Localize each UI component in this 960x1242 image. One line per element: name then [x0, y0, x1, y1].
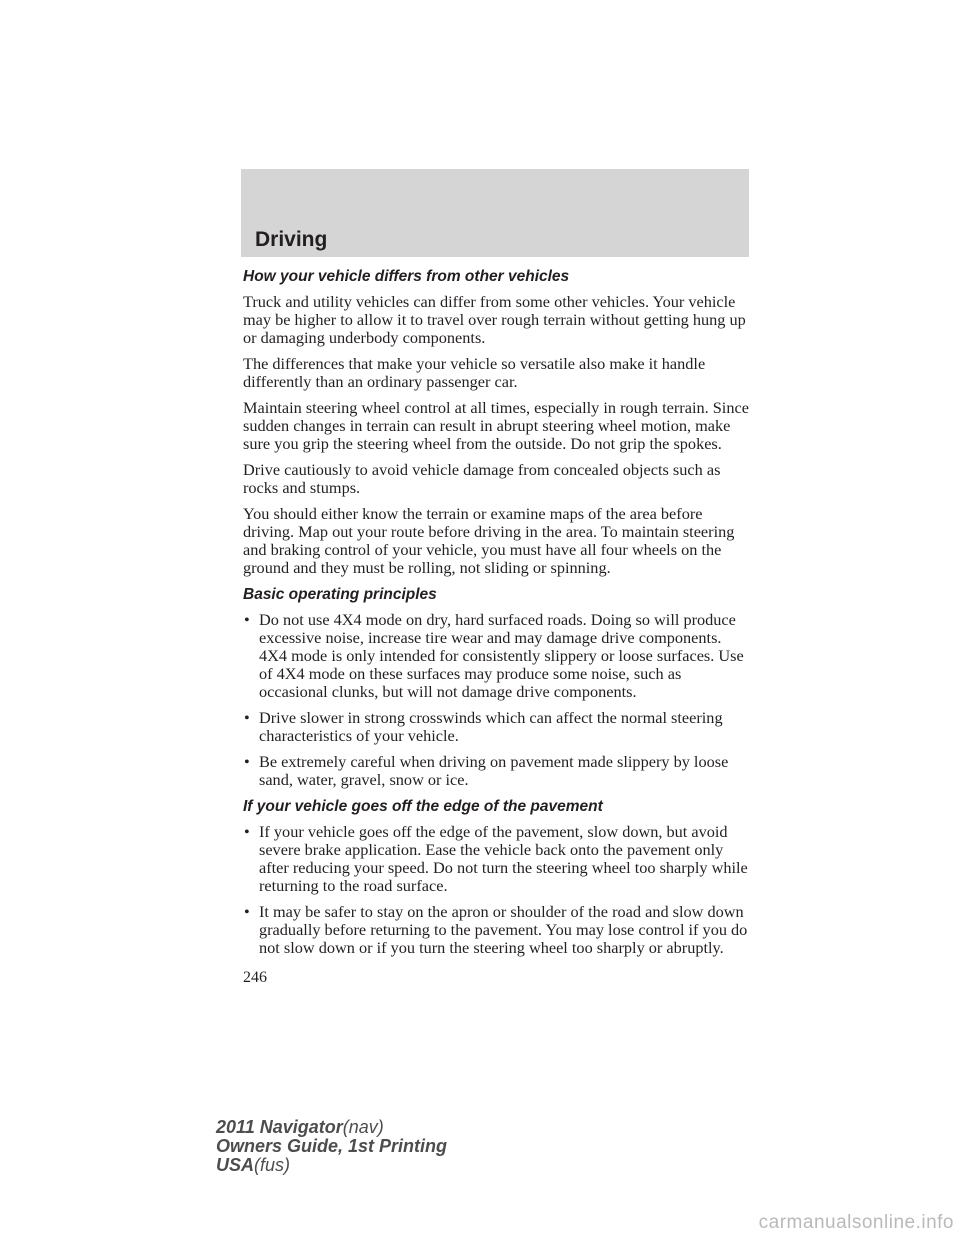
list-item-text: Be extremely careful when driving on pavement made slippery by loose sand, water, gravel, snow or ice. — [259, 752, 729, 789]
list-item-text: Do not use 4X4 mode on dry, hard surfaced roads. Doing so will produce excessive noise, increase tire wear and may damage drive components. 4X4 mode is only intended for consistently slippery or loose surfaces. Use of 4X4 mode on these surfaces may produce some noise, such as occasional clunks, but will not damage drive components. — [259, 610, 744, 701]
footer-line — [216, 1118, 447, 1137]
footer-edition: Owners Guide, 1st Printing — [216, 1136, 448, 1156]
paragraph: The differences that make your vehicle so versatile also make it handle differently than an ordinary passenger car. — [243, 354, 706, 391]
page-number: 246 — [243, 969, 267, 986]
bullet-icon: • — [244, 610, 250, 629]
list-item — [243, 823, 753, 895]
bullet-list — [243, 611, 753, 789]
section-heading: If your vehicle goes off the edge of the pavement — [243, 798, 603, 815]
section-title: Driving — [255, 228, 328, 251]
page-content — [243, 267, 753, 965]
bullet-icon: • — [244, 822, 250, 841]
list-item — [243, 753, 753, 789]
footer-market-code: (fus) — [254, 1155, 291, 1175]
paragraph: Truck and utility vehicles can differ from some other vehicles. Your vehicle may be higher to allow it to travel over rough terrain without getting hung up or damaging underbody components. — [243, 292, 746, 347]
section-header-band — [241, 169, 749, 257]
paragraph: Drive cautiously to avoid vehicle damage from concealed objects such as rocks and stumps. — [243, 460, 721, 497]
bullet-icon: • — [244, 708, 250, 727]
list-item — [243, 611, 753, 701]
paragraph: Maintain steering wheel control at all times, especially in rough terrain. Since sudden changes in terrain can result in abrupt steering wheel motion, make sure you grip the steering wheel from the outside. Do not grip the spokes. — [243, 398, 749, 453]
section-heading: Basic operating principles — [243, 586, 437, 603]
list-item-text: If your vehicle goes off the edge of the pavement, slow down, but avoid severe brake application. Ease the vehicle back onto the pavement only after reducing your speed. Do not turn the steering wheel too sharply while returning to the road surface. — [259, 822, 748, 895]
bullet-icon: • — [244, 902, 250, 921]
footer-model: 2011 Navigator — [216, 1117, 343, 1137]
section-heading: How your vehicle differs from other vehicles — [243, 268, 570, 285]
footer-model-code: (nav) — [342, 1117, 384, 1137]
paragraph: You should either know the terrain or examine maps of the area before driving. Map out your route before driving in the area. To maintain steering and braking control of your vehicle, you must have all four wheels on the ground and they must be rolling, not sliding or spinning. — [243, 504, 735, 577]
bullet-list — [243, 823, 753, 957]
list-item-text: It may be safer to stay on the apron or shoulder of the road and slow down gradually before returning to the pavement. You may lose control if you do not slow down or if you turn the steering wheel too sharply or abruptly. — [259, 902, 748, 957]
footer-line — [216, 1156, 447, 1175]
list-item — [243, 903, 753, 957]
document-footer — [216, 1118, 447, 1175]
bullet-icon: • — [244, 752, 250, 771]
list-item-text: Drive slower in strong crosswinds which can affect the normal steering characteristics of your vehicle. — [259, 708, 723, 745]
watermark-link[interactable]: carmanualsonline.info — [758, 1212, 954, 1233]
footer-market: USA — [216, 1155, 255, 1175]
list-item — [243, 709, 753, 745]
